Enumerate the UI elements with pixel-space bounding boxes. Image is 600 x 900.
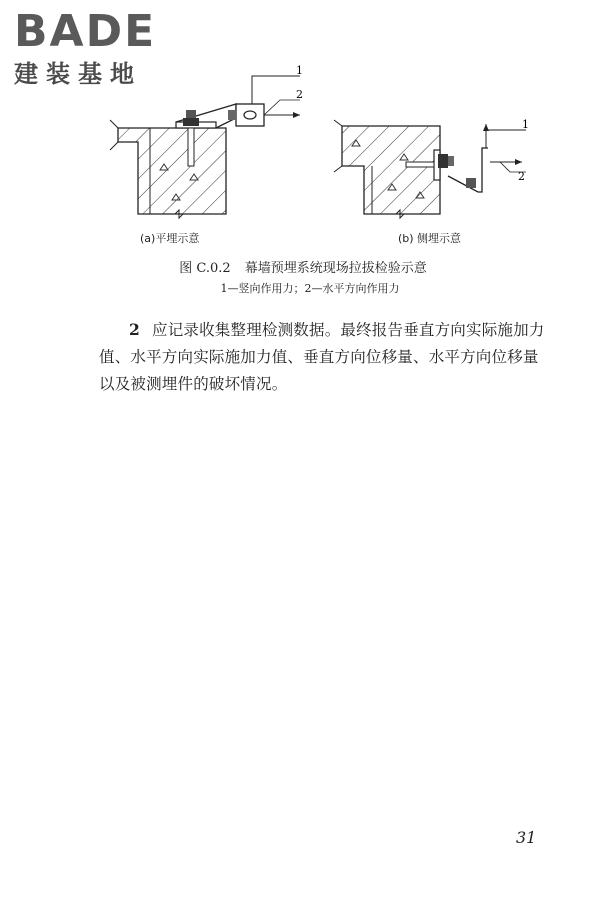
- panel-a-leader-label-2: 2: [296, 88, 303, 101]
- panel-b-concrete: [334, 120, 440, 218]
- page-number: 31: [516, 828, 537, 847]
- panel-a-concrete: [110, 120, 226, 218]
- figure-caption: [0, 257, 600, 276]
- figure-number: 图 C.0.2: [179, 261, 231, 276]
- panel-b-force-arrows: [486, 124, 526, 172]
- paragraph-text: 应记录收集整理检测数据。最终报告垂直方向实际施加力值、水平方向实际施加力值、垂直方向位移量、水平方向位移量以及被测埋件的破坏情况。: [99, 321, 545, 393]
- figure-drawing: [0, 0, 600, 260]
- figure-title: 幕墙预埋系统现场拉拔检验示意: [244, 261, 427, 276]
- logo-brand-text: BADE: [14, 6, 157, 57]
- logo-subtitle: 建装基地: [14, 60, 142, 88]
- figure-legend: 1—竖向作用力；2—水平方向作用力: [220, 282, 400, 295]
- item-number: 2: [129, 320, 140, 339]
- panel-b-leader-label-1: 1: [522, 118, 529, 131]
- panel-a-leader-label-1: 1: [296, 64, 303, 77]
- panel-b-leader-label-2: 2: [518, 170, 525, 183]
- panel-a-caption: (a)平埋示意: [140, 232, 200, 245]
- panel-b-caption: (b) 侧埋示意: [398, 232, 462, 245]
- body-paragraph: [99, 316, 553, 398]
